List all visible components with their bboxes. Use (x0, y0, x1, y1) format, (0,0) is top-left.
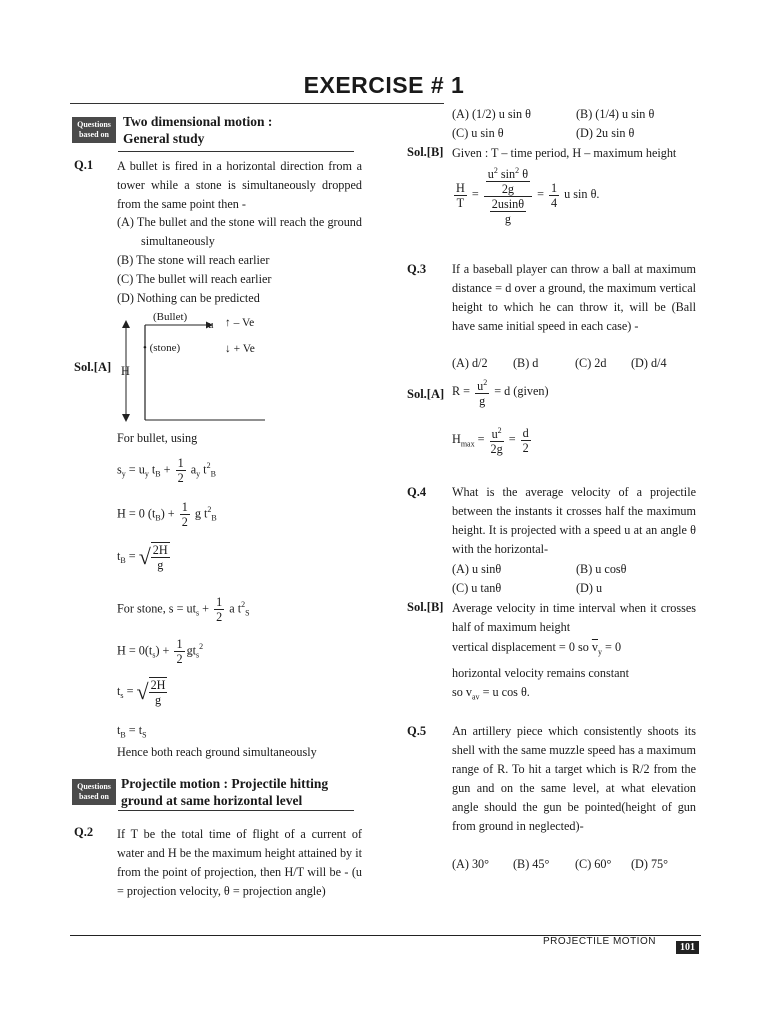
q1-option-c: (C) The bullet will reach earlier (117, 272, 272, 286)
q5-option-c: (C) 60° (575, 857, 612, 871)
q2-result: u sin θ. (564, 186, 600, 201)
q1-number: Q.1 (74, 158, 94, 172)
q4-sol-line2: vertical displacement = 0 so $\overline{v}_y = 0$ (452, 640, 622, 657)
q1-text: A bullet is fired in a horizontal direction from a tower while a stone is simultaneously dropped from the same point then - (117, 159, 362, 211)
q1-eq-ts: $t_s$ = √ $\frac{2H}{g}$ (117, 678, 166, 707)
section-1-line1: Two dimensional motion : (123, 114, 273, 129)
q3-option-d: (D) d/4 (631, 356, 667, 370)
section-2-line2: ground at same horizontal level (121, 793, 303, 808)
q4-avg-text: so v (452, 685, 472, 699)
q4-text: What is the average velocity of a projectile between the instants it crosses half the maximum height. It is projected with a speed u at an angle θ with the horizontal- (452, 485, 696, 556)
q2-solution-label: Sol.[B] (407, 145, 444, 159)
q2-given: Given : T – time period, H – maximum height (452, 146, 677, 160)
q1-stone-text: For stone, s = ut (117, 601, 196, 616)
q3-option-a: (A) d/2 (452, 356, 488, 370)
q1-work-bullet: For bullet, using (117, 431, 198, 445)
q5-option-b: (B) 45° (513, 857, 550, 871)
section-1-line2: General study (123, 131, 205, 146)
section-2-title (121, 775, 328, 809)
q1-option-b: (B) The stone will reach earlier (117, 253, 270, 267)
page-title: EXERCISE # 1 (303, 72, 465, 98)
u-label: u (208, 319, 214, 331)
q5-option-d: (D) 75° (631, 857, 669, 871)
q1-eq-tb: $t_B$ = √ $\frac{2H}{g}$ (117, 543, 168, 572)
q1-eq-h: H = 0 $(t_B)$ + $\frac{1}{2}$ g $t^2_B$ (117, 500, 217, 529)
title-rule (70, 103, 444, 104)
q3-option-b: (B) d (513, 356, 539, 370)
q3-solution-label: Sol.[A] (407, 387, 445, 401)
q3-option-c: (C) 2d (575, 356, 607, 370)
section-2-rule (118, 810, 354, 811)
q4-option-c: (C) u tanθ (452, 581, 502, 595)
q3-given: = d (given) (494, 383, 549, 398)
q4-solution-label: Sol.[B] (407, 600, 444, 614)
q2-equation: $\frac{H}{T}$ = $\frac{\frac{u^2 \sin^2 \theta}{2g}}{\frac{2usin\theta}{g}}$ = $\frac{1}{4}$ u sin θ. (456, 166, 600, 227)
footer-chapter: PROJECTILE MOTION (543, 936, 656, 947)
q1-solution-label: Sol.[A] (74, 360, 112, 374)
stone-label: • (stone) (143, 342, 181, 354)
q5-number: Q.5 (407, 724, 427, 738)
q4-number: Q.4 (407, 485, 427, 499)
height-arrow-down (122, 414, 130, 422)
q5-text: An artillery piece which consistently shoots its shell with the same muzzle speed has a maximum range of R. To hit a target which is R/2 from the gun and on the same level, at what elevation angle should the gun be pointed(height of gun from ground in neglected)- (452, 724, 696, 833)
q2-text: If T be the total time of flight of a current of water and H be the maximum height attained by it from the point of projection, then H/T will be - (u = projection velocity, θ = projection angle) (117, 827, 362, 898)
page-number: 101 (676, 941, 699, 954)
q4-vertical-text: vertical displacement = 0 so (452, 640, 589, 654)
section-2-line1: Projectile motion : Projectile hitting (121, 776, 329, 791)
bullet-label: (Bullet) (153, 311, 188, 323)
q1-eq-sy: $s_y = u_y$ $t_B$ + $\frac{1}{2}$ $a_y$ $t^2_B$ (117, 456, 216, 485)
q4-option-d: (D) u (576, 581, 603, 595)
q4-option-b: (B) u cosθ (576, 562, 627, 576)
q2-number: Q.2 (74, 825, 94, 839)
height-arrow-up (122, 320, 130, 328)
q4-sol-line4: so $v_{av} = u$ cos θ. (452, 685, 530, 702)
q3-eq-hmax: $H_{max}$ = $\frac{u^2}{2g}$ = $\frac{d}{2}$ (452, 425, 529, 457)
q3-text: If a baseball player can throw a ball at maximum distance = d over a ground, the maximum vertical height to which he can throw it, will be (Ball have same initial speed in each case) - (452, 262, 696, 333)
q2-option-d: (D) 2u sin θ (576, 126, 635, 140)
page-number-box (676, 937, 699, 955)
q2-option-a: (A) (1/2) u sin θ (452, 107, 531, 121)
q1-conclusion: Hence both reach ground simultaneously (117, 745, 317, 759)
section-1-title (123, 113, 272, 147)
q5-option-a: (A) 30° (452, 857, 490, 871)
q3-number: Q.3 (407, 262, 427, 276)
questions-badge: Questions based on (72, 117, 116, 143)
down-positive-label: ↓ + Ve (225, 343, 255, 355)
h-label: H (121, 364, 130, 378)
q1-eq-equal: $t_B = t_S$ (117, 723, 147, 740)
q4-sol-line3: horizontal velocity remains constant (452, 666, 630, 680)
q1-eq-h2: $H = 0(t_s)$ + $\frac{1}{2}$ $gt_s^2$ (117, 637, 204, 666)
q4-sol-line1: Average velocity in time interval when it crosses half of maximum height (452, 601, 696, 634)
questions-badge-2: Questions based on (72, 779, 116, 805)
q1-eq-stone: For stone, $s = ut_s$ + $\frac{1}{2}$ a $t^2_S$ (117, 595, 250, 624)
q1-option-a: (A) The bullet and the stone will reach the ground simultaneously (117, 215, 362, 248)
q2-option-c: (C) u sin θ (452, 126, 504, 140)
q2-option-b: (B) (1/4) u sin θ (576, 107, 655, 121)
q3-eq-range: R = $\frac{u^2}{g}$ = d (given) (452, 378, 549, 409)
q1-option-d: (D) Nothing can be predicted (117, 291, 260, 305)
up-negative-label: ↑ – Ve (225, 317, 255, 329)
q4-option-a: (A) u sinθ (452, 562, 502, 576)
section-1-rule (118, 151, 354, 152)
q4-avg-result: = u cos θ. (482, 685, 530, 699)
